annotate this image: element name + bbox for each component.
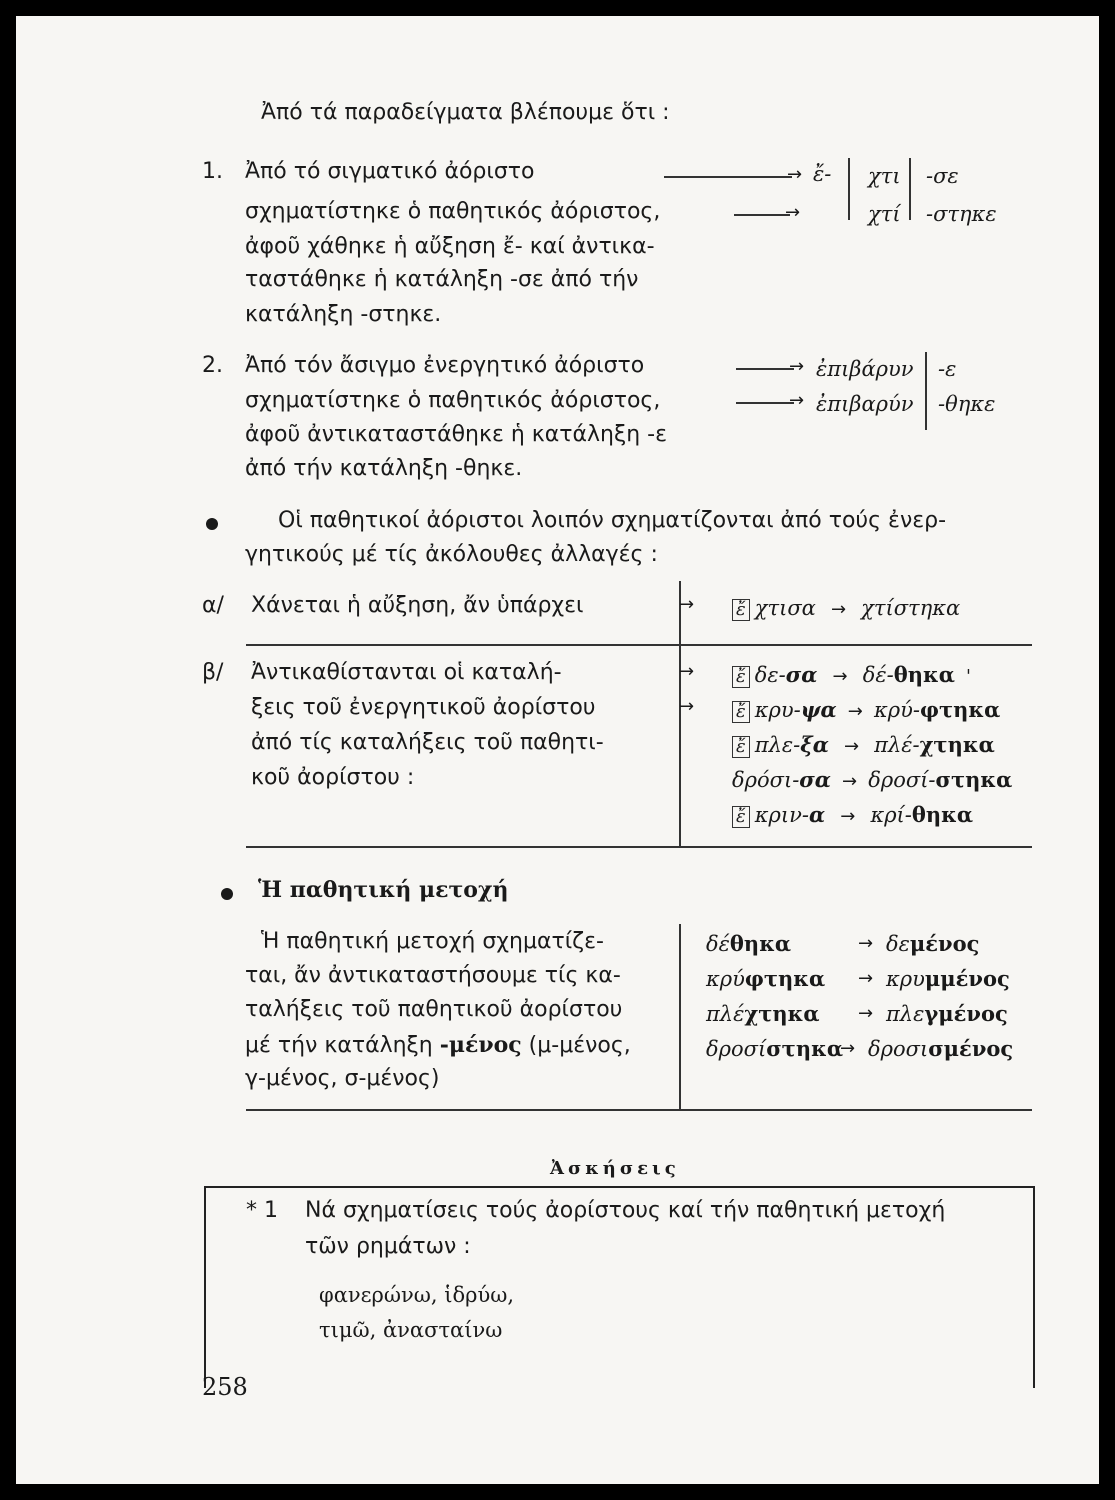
rule2-stem-active: ἐπιβάρυν xyxy=(816,357,914,381)
passive-ending: στηκα xyxy=(935,767,1013,792)
active-stem: δρόσι- xyxy=(732,768,800,792)
page-number: 258 xyxy=(202,1373,248,1401)
arrow: → xyxy=(858,933,874,954)
rule2-line: ἀφοῦ ἀντικαταστάθηκε ἡ κατάληξη -ε xyxy=(245,422,667,447)
exercise-verbs: φανερώνω, ἱδρύω, xyxy=(319,1283,515,1307)
arrow: → xyxy=(832,666,848,687)
change-b-label: β/ xyxy=(202,660,224,685)
rule1-line: Ἀπό τό σιγματικό ἀόριστο xyxy=(245,159,535,184)
rule1-number: 1. xyxy=(202,159,223,184)
participle-example xyxy=(706,931,791,956)
participle-stem: κρυ xyxy=(886,967,925,991)
participle-stem: πλε xyxy=(886,1002,925,1026)
participle-text: μέ τήν κατάληξη xyxy=(245,1033,440,1058)
passive-ending: φτηκα xyxy=(919,697,1001,722)
active-form: χτισα xyxy=(754,596,816,620)
rule1-augment: ἔ- xyxy=(813,162,832,186)
passive-ending: χτηκα xyxy=(919,732,995,757)
active-ending: ψα xyxy=(800,697,837,722)
change-a-example xyxy=(732,596,960,621)
arrow-head: → xyxy=(789,356,805,377)
rule2-end-passive: -θηκε xyxy=(938,392,996,416)
aorist-stem: κρύ xyxy=(706,967,745,991)
intro-text: Ἀπό τά παραδείγματα βλέπουμε ὅτι : xyxy=(261,100,670,125)
exercise-verbs: τιμῶ, ἀνασταίνω xyxy=(319,1318,503,1342)
change-b-line: κοῦ ἀορίστου : xyxy=(251,765,415,790)
participle-example xyxy=(706,1036,843,1061)
row-arrow: → xyxy=(679,661,695,682)
change-b-example xyxy=(732,732,995,758)
participle-line: ταλήξεις τοῦ παθητικοῦ ἀορίστου xyxy=(245,997,623,1022)
arrow: → xyxy=(840,1038,856,1059)
rule1-line: ἀφοῦ χάθηκε ἡ αὔξηση ἔ- καί ἀντικα- xyxy=(245,234,655,259)
participle-result xyxy=(886,931,979,956)
row-arrow: → xyxy=(679,696,695,717)
arrow-head: → xyxy=(789,390,805,411)
arrow-line xyxy=(736,368,794,370)
arrow: → xyxy=(858,968,874,989)
participle-line: ται, ἄν ἀντικαταστήσουμε τίς κα- xyxy=(245,963,621,988)
participle-line: γ-μένος, σ-μένος) xyxy=(245,1066,440,1091)
participle-ending: γμένος xyxy=(924,1001,1008,1026)
exercise-line: τῶν ρημάτων : xyxy=(305,1234,471,1259)
change-b-example xyxy=(732,802,973,828)
augment-box: ἔ xyxy=(732,736,750,758)
summary-line: γητικούς μέ τίς ἀκόλουθες ἀλλαγές : xyxy=(245,542,658,567)
active-ending: σα xyxy=(799,767,831,792)
rule1-line: ταστάθηκε ἡ κατάληξη -σε ἀπό τήν xyxy=(245,267,639,292)
divider xyxy=(848,158,850,220)
row-arrow: → xyxy=(679,594,695,615)
rule2-line: Ἀπό τόν ἄσιγμο ἐνεργητικό ἀόριστο xyxy=(245,353,645,378)
rule1-stem-passive: χτί xyxy=(868,202,901,226)
participle-heading: Ἡ παθητική μετοχή xyxy=(258,877,509,903)
participle-ending: μμένος xyxy=(924,966,1010,991)
change-a-text: Χάνεται ἡ αὔξηση, ἄν ὑπάρχει xyxy=(251,593,584,618)
aorist-stem: δέ xyxy=(706,932,730,956)
aorist-ending: φτηκα xyxy=(744,966,826,991)
rule1-end-active: -σε xyxy=(926,164,959,188)
participle-line xyxy=(245,1032,631,1058)
passive-stem: δέ- xyxy=(862,663,894,687)
rule1-line: κατάληξη -στηκε. xyxy=(245,302,442,327)
arrow: → xyxy=(843,736,860,757)
passive-stem: κρί- xyxy=(870,803,912,827)
bullet xyxy=(206,518,218,530)
arrow: → xyxy=(842,771,858,792)
participle-ending: -μένος xyxy=(439,1032,522,1058)
change-b-line: ξεις τοῦ ἐνεργητικοῦ ἀορίστου xyxy=(251,695,596,720)
active-stem: κρυ- xyxy=(754,698,801,722)
participle-example xyxy=(706,966,825,991)
rule1-line: σχηματίστηκε ὁ παθητικός ἀόριστος, xyxy=(245,199,661,224)
rule1-end-passive: -στηκε xyxy=(926,202,997,226)
augment-box: ἔ xyxy=(732,701,750,723)
passive-stem: κρύ- xyxy=(873,698,920,722)
passive-form: χτίστηκα xyxy=(861,596,961,620)
aorist-stem: δροσί xyxy=(706,1037,767,1061)
arrow: → xyxy=(840,806,856,827)
participle-result xyxy=(886,966,1010,991)
participle-text: (μ-μένος, xyxy=(521,1033,631,1058)
participle-ending: μένος xyxy=(909,931,980,956)
change-b-line: ἀπό τίς καταλήξεις τοῦ παθητι- xyxy=(251,730,604,755)
divider xyxy=(925,352,927,430)
rule2-end-active: -ε xyxy=(938,357,957,381)
active-stem: δε- xyxy=(754,663,786,687)
augment-box: ἔ xyxy=(732,599,750,621)
arrow-line xyxy=(736,402,794,404)
participle-result xyxy=(886,1001,1008,1026)
table-divider xyxy=(679,924,681,1109)
augment-box: ἔ xyxy=(732,806,750,828)
exercise-line: Νά σχηματίσεις τούς ἀορίστους καί τήν παθητική μετοχή xyxy=(305,1198,946,1223)
passive-stem: δροσί- xyxy=(868,768,936,792)
divider xyxy=(909,158,911,220)
rule2-line: σχηματίστηκε ὁ παθητικός ἀόριστος, xyxy=(245,388,661,413)
book-page xyxy=(16,16,1099,1484)
rule2-line: ἀπό τήν κατάληξη -θηκε. xyxy=(245,456,523,481)
table-rule xyxy=(246,1109,1032,1111)
change-b-example xyxy=(732,697,1000,723)
active-ending: σα xyxy=(785,662,818,687)
arrow: → xyxy=(858,1003,874,1024)
active-ending: α xyxy=(808,802,826,827)
table-rule xyxy=(246,644,1032,646)
arrow: → xyxy=(847,701,863,722)
arrow-head: → xyxy=(785,202,801,223)
aorist-stem: πλέ xyxy=(706,1002,745,1026)
change-b-line: Ἀντικαθίστανται οἱ καταλή- xyxy=(251,660,562,685)
arrow-head: → xyxy=(787,164,803,185)
summary-line: Οἱ παθητικοί ἀόριστοι λοιπόν σχηματίζονται ἀπό τούς ἐνερ- xyxy=(278,508,947,533)
rule2-number: 2. xyxy=(202,353,223,378)
change-a-label: α/ xyxy=(202,593,224,618)
active-stem: πλε- xyxy=(754,733,801,757)
participle-stem: δε xyxy=(886,932,910,956)
exercises-title: Ἀσκήσεις xyxy=(536,1158,694,1179)
augment-box: ἔ xyxy=(732,666,750,688)
aorist-ending: χτηκα xyxy=(744,1001,820,1026)
aorist-ending: στηκα xyxy=(766,1036,843,1061)
bullet xyxy=(221,888,233,900)
exercise-marker: * 1 xyxy=(246,1198,278,1223)
table-rule xyxy=(246,846,1032,848)
rule1-stem-active: χτι xyxy=(868,164,901,188)
active-stem: κριν- xyxy=(754,803,809,827)
active-ending: ξα xyxy=(800,732,829,757)
participle-ending: σμένος xyxy=(928,1036,1014,1061)
change-b-example xyxy=(732,662,971,688)
participle-stem: δροσι xyxy=(868,1037,929,1061)
participle-example xyxy=(706,1001,820,1026)
passive-stem: πλέ- xyxy=(874,733,920,757)
participle-line: Ἡ παθητική μετοχή σχηματίζε- xyxy=(261,929,604,954)
rule2-stem-passive: ἐπιβαρύν xyxy=(816,392,914,416)
arrow: → xyxy=(830,599,847,620)
passive-ending: θηκα xyxy=(893,662,955,687)
passive-ending: θηκα xyxy=(911,802,974,827)
arrow-line xyxy=(664,176,792,178)
aorist-ending: θηκα xyxy=(729,931,792,956)
participle-result xyxy=(868,1036,1013,1061)
change-b-example xyxy=(732,767,1012,792)
tick-mark: ' xyxy=(966,666,971,687)
arrow-line xyxy=(734,214,790,216)
